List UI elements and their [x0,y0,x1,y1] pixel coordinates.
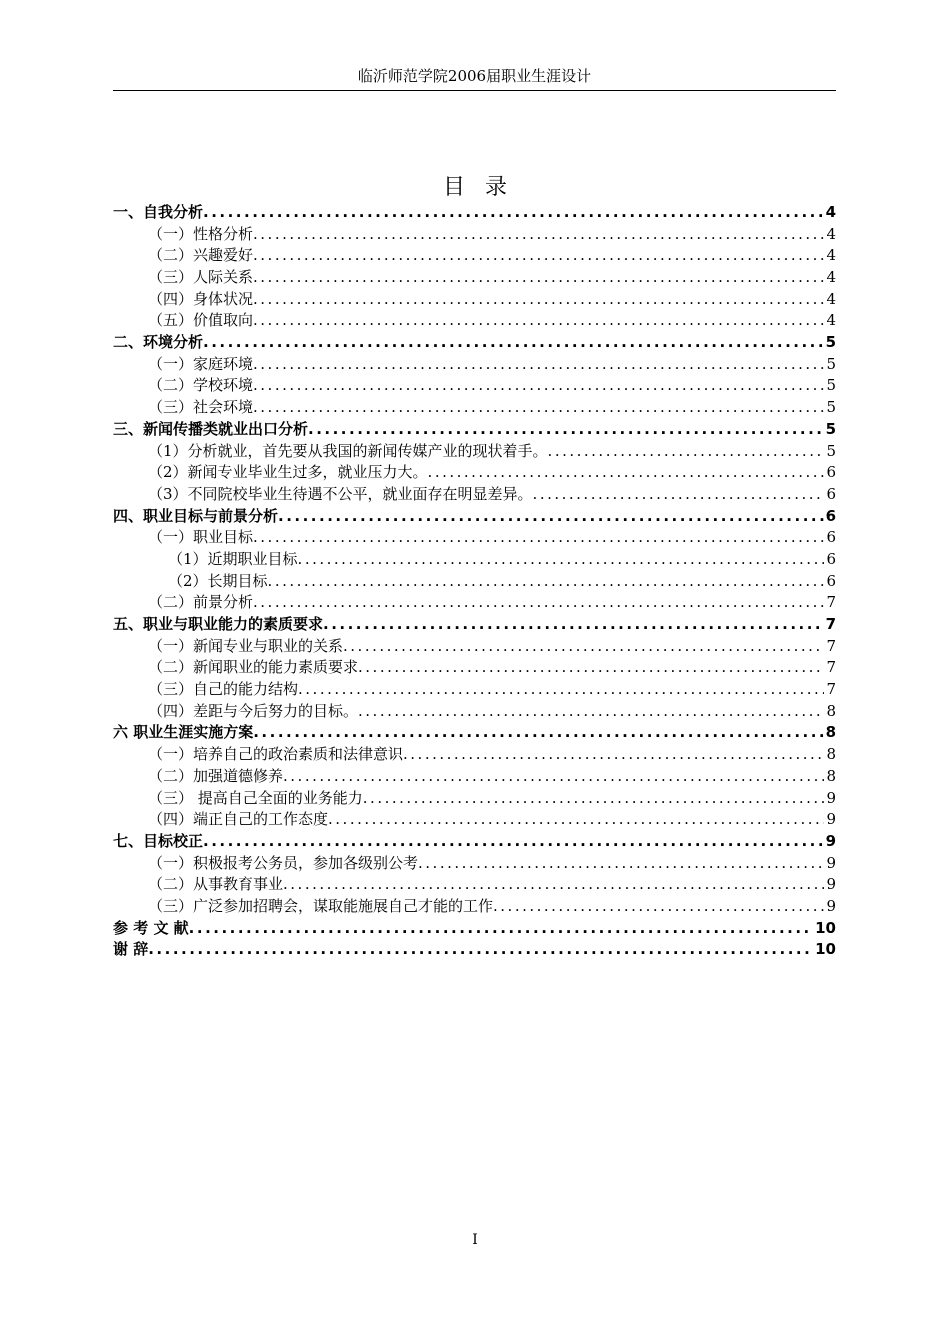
toc-entry[interactable] [113,397,836,419]
toc-entry[interactable] [113,354,836,376]
toc-leader-dots [308,419,824,441]
toc-entry[interactable] [113,441,836,463]
toc-entry-text: （二）学校环境 [148,376,254,395]
toc-entry[interactable] [113,310,836,332]
toc-entry-page: 5 [826,376,836,395]
toc-entry-text: （2）长期目标 [168,571,268,590]
toc-entry-page: 9 [826,853,836,872]
toc-entry-text: （三）广泛参加招聘会，谋取能施展自己才能的工作 [148,896,494,915]
toc-entry-text: 参 考 文 献 [113,918,189,937]
toc-leader-dots [253,310,824,332]
toc-entry[interactable] [113,506,836,528]
toc-entry[interactable] [113,939,836,961]
toc-entry-page: 7 [825,615,836,634]
toc-entry-text: （3）不同院校毕业生待遇不公平，就业面存在明显差异。 [148,484,533,503]
toc-entry-text: 五、职业与职业能力的素质要求 [113,615,324,634]
toc-entry-text: （三）社会环境 [148,398,254,417]
page-header [113,66,836,91]
toc-entry[interactable] [113,592,836,614]
toc-entry-text: （五）价值取向 [148,311,254,330]
toc-leader-dots [298,679,824,701]
toc-entry[interactable] [113,744,836,766]
toc-entry[interactable] [113,484,836,506]
toc-entry-text: （一）培养自己的政治素质和法律意识 [148,745,404,764]
toc-leader-dots [363,788,825,810]
toc-entry-page: 6 [826,484,836,503]
toc-leader-dots [253,592,824,614]
page-footer [0,1232,950,1248]
toc-leader-dots [493,896,824,918]
toc-entry-page: 4 [826,224,836,243]
toc-leader-dots [418,853,824,875]
toc-entry-text: （二）从事教育事业 [148,875,284,894]
toc-entry-text: 四、职业目标与前景分析 [113,506,279,525]
toc-entry-page: 7 [826,636,836,655]
toc-entry[interactable] [113,679,836,701]
toc-entry-page: 6 [826,549,836,568]
toc-leader-dots [203,332,824,354]
toc-entry-page: 10 [815,918,836,937]
toc-entry-page: 6 [826,463,836,482]
toc-entry[interactable] [113,462,836,484]
toc-leader-dots [253,723,823,745]
toc-entry[interactable] [113,831,836,853]
toc-entry-page: 9 [826,896,836,915]
toc-entry-text: （四）端正自己的工作态度 [148,810,329,829]
toc-entry[interactable] [113,289,836,311]
toc-entry-text: （一）积极报考公务员，参加各级别公考 [148,853,419,872]
toc-entry[interactable] [113,788,836,810]
toc-entry-page: 7 [826,658,836,677]
toc-entry-text: （四）身体状况 [148,289,254,308]
toc-entry-text: （一）新闻专业与职业的关系 [148,636,344,655]
toc-entry-text: （1）近期职业目标 [168,549,298,568]
toc-leader-dots [278,506,824,528]
toc-leader-dots [189,918,813,940]
toc-entry-text: （三）人际关系 [148,268,254,287]
toc-leader-dots [428,462,825,484]
toc-entry-text: （三） 提高自己全面的业务能力 [148,788,363,807]
toc-leader-dots [283,766,824,788]
toc-leader-dots [253,376,824,398]
toc-entry[interactable] [113,376,836,398]
toc-entry[interactable] [113,419,836,441]
toc-leader-dots [148,939,813,961]
toc-entry-text: （二）加强道德修养 [148,766,284,785]
toc-entry-page: 8 [826,745,836,764]
toc-entry-page: 7 [826,593,836,612]
toc-leader-dots [268,571,825,593]
header-title: 临沂师范学院2006届职业生涯设计 [357,67,592,85]
toc-entry-page: 9 [825,831,836,850]
toc-leader-dots [253,267,824,289]
toc-entry-text: （二）新闻职业的能力素质要求 [148,658,359,677]
toc-entry-text: （2）新闻专业毕业生过多，就业压力大。 [148,463,428,482]
toc-entry-text: 谢 辞 [113,940,149,959]
toc-leader-dots [358,701,824,723]
toc-entry-text: （1）分析就业，首先要从我国的新闻传媒产业的现状着手。 [148,441,548,460]
toc-title: 目录 [442,175,527,200]
toc-entry-text: 七、目标校正 [113,831,204,850]
toc-entry-page: 8 [825,723,836,742]
toc-entry-page: 4 [826,246,836,265]
toc-entry-page: 7 [826,680,836,699]
toc-entry-page: 8 [826,701,836,720]
toc-entry-text: 六 职业生涯实施方案 [113,723,254,742]
toc-entry[interactable] [113,332,836,354]
toc-leader-dots [328,809,824,831]
toc-leader-dots [298,549,825,571]
toc-entry[interactable] [113,202,836,224]
toc-leader-dots [283,874,824,896]
toc-entry-page: 9 [826,875,836,894]
toc-entry[interactable] [113,571,836,593]
toc-entry[interactable] [113,636,836,658]
toc-entry-text: （二）前景分析 [148,593,254,612]
toc-entry[interactable] [113,853,836,875]
toc-entry[interactable] [113,267,836,289]
toc-entry-text: （二）兴趣爱好 [148,246,254,265]
toc-entry[interactable] [113,245,836,267]
toc-entry[interactable] [113,701,836,723]
toc-entry[interactable] [113,657,836,679]
toc-leader-dots [253,224,824,246]
toc-leader-dots [533,484,825,506]
toc-entry-page: 8 [826,766,836,785]
toc-entry[interactable] [113,918,836,940]
page-number: I [472,1232,478,1248]
toc-leader-dots [403,744,824,766]
toc-entry-page: 9 [826,788,836,807]
toc-entry-page: 10 [815,940,836,959]
toc-entry-page: 5 [826,354,836,373]
toc-entry[interactable] [113,527,836,549]
table-of-contents [113,202,836,961]
toc-leader-dots [253,397,824,419]
toc-entry-text: （一）家庭环境 [148,354,254,373]
toc-entry-text: （一）职业目标 [148,528,254,547]
toc-entry-page: 5 [825,333,836,352]
toc-entry-page: 4 [826,311,836,330]
toc-leader-dots [358,657,824,679]
toc-entry-text: （四）差距与今后努力的目标。 [148,701,359,720]
toc-entry-text: 三、新闻传播类就业出口分析 [113,419,309,438]
toc-leader-dots [343,636,824,658]
toc-entry-page: 6 [825,506,836,525]
toc-entry-page: 4 [826,289,836,308]
toc-leader-dots [253,245,824,267]
toc-entry-page: 4 [826,268,836,287]
toc-entry[interactable] [113,614,836,636]
toc-entry[interactable] [113,896,836,918]
toc-entry-page: 6 [826,571,836,590]
toc-entry-page: 9 [826,810,836,829]
toc-entry[interactable] [113,723,836,745]
toc-entry[interactable] [113,809,836,831]
toc-leader-dots [203,202,824,224]
toc-leader-dots [323,614,824,636]
toc-entry-page: 5 [825,419,836,438]
toc-leader-dots [548,441,825,463]
toc-entry-page: 6 [826,528,836,547]
toc-entry-page: 5 [826,398,836,417]
toc-leader-dots [203,831,824,853]
toc-entry[interactable] [113,874,836,896]
toc-entry-page: 4 [825,202,836,221]
toc-entry[interactable] [113,766,836,788]
toc-entry-text: 一、自我分析 [113,202,204,221]
toc-entry[interactable] [113,224,836,246]
toc-leader-dots [253,289,824,311]
toc-entry-page: 5 [826,441,836,460]
toc-entry[interactable] [113,549,836,571]
toc-entry-text: （三）自己的能力结构 [148,680,299,699]
toc-entry-text: （一）性格分析 [148,224,254,243]
toc-leader-dots [253,354,824,376]
toc-entry-text: 二、环境分析 [113,333,204,352]
toc-leader-dots [253,527,824,549]
